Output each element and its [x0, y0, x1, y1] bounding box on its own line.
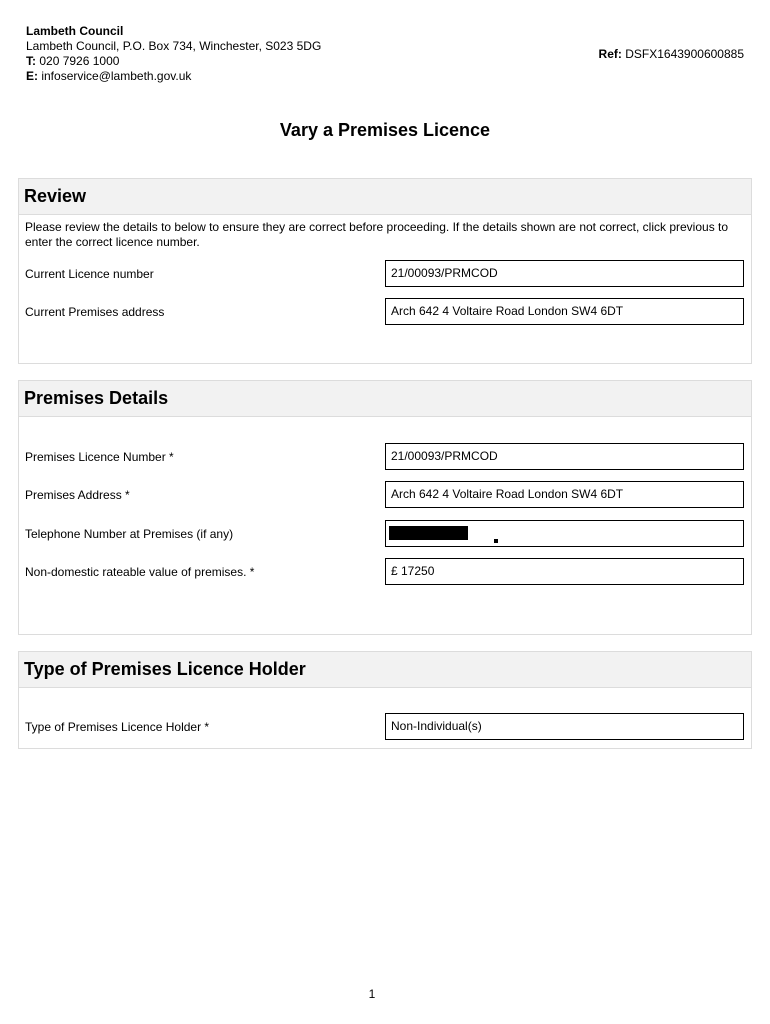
ref-value: DSFX1643900600885	[625, 47, 744, 61]
telephone-label: Telephone Number at Premises (if any)	[25, 527, 234, 541]
reference	[599, 47, 744, 61]
premises-heading: Premises Details	[19, 381, 751, 417]
current-address-label: Current Premises address	[25, 305, 165, 319]
rateable-value-label: Non-domestic rateable value of premises. *	[25, 565, 255, 579]
premises-address-label: Premises Address *	[25, 488, 130, 502]
premises-address-field[interactable]: Arch 642 4 Voltaire Road London SW4 6DT	[385, 481, 744, 508]
ref-label: Ref:	[598, 47, 622, 61]
page-number: 1	[368, 987, 376, 1001]
holder-section	[18, 651, 752, 749]
org-address: Lambeth Council, P.O. Box 734, Winchester, S023 5DG	[26, 39, 322, 53]
org-email	[26, 69, 321, 84]
redaction-dot	[494, 539, 498, 543]
premises-section	[18, 380, 752, 635]
licence-number-label: Premises Licence Number *	[25, 450, 174, 464]
org-phone	[26, 54, 321, 69]
current-licence-label: Current Licence number	[25, 267, 154, 281]
holder-heading: Type of Premises Licence Holder	[19, 652, 751, 688]
telephone-field[interactable]	[385, 520, 744, 547]
phone-label: T:	[26, 54, 36, 68]
org-name: Lambeth Council	[26, 24, 124, 38]
email-value: infoservice@lambeth.gov.uk	[41, 69, 192, 83]
phone-value: 020 7926 1000	[39, 54, 120, 68]
licence-number-field[interactable]: 21/00093/PRMCOD	[385, 443, 744, 470]
holder-type-label: Type of Premises Licence Holder *	[25, 720, 210, 734]
council-header	[26, 24, 321, 84]
review-section	[18, 178, 752, 364]
review-intro: Please review the details to below to ensure they are correct before proceeding. If the details shown are not correct, click previous to enter the correct licence number.	[25, 220, 729, 249]
email-label: E:	[26, 69, 38, 83]
current-licence-field: 21/00093/PRMCOD	[385, 260, 744, 287]
redaction-block	[389, 526, 468, 540]
review-heading: Review	[19, 179, 751, 215]
holder-type-field[interactable]: Non-Individual(s)	[385, 713, 744, 740]
current-address-field: Arch 642 4 Voltaire Road London SW4 6DT	[385, 298, 744, 325]
page-title: Vary a Premises Licence	[279, 120, 491, 140]
rateable-value-field[interactable]: £ 17250	[385, 558, 744, 585]
